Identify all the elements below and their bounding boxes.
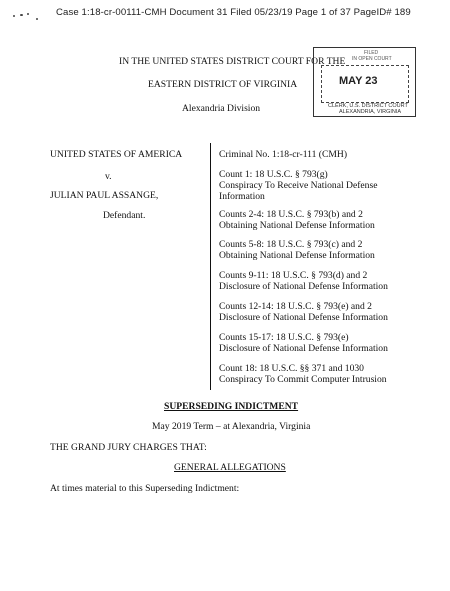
stamp-clerk-line1: CLERK, U.S. DISTRICT COURT	[328, 103, 408, 109]
count-1-desc: Conspiracy To Receive National Defense	[219, 180, 378, 191]
count-5-8-statute: Counts 5-8: 18 U.S.C. § 793(c) and 2	[219, 239, 363, 250]
indictment-term: May 2019 Term – at Alexandria, Virginia	[152, 421, 311, 432]
caption-plaintiff: UNITED STATES OF AMERICA	[50, 149, 183, 160]
count-12-14-desc: Disclosure of National Defense Information	[219, 312, 388, 323]
count-18-desc: Conspiracy To Commit Computer Intrusion	[219, 374, 387, 385]
court-name-line1: IN THE UNITED STATES DISTRICT COURT FOR THE	[119, 56, 346, 67]
opening-paragraph: At times material to this Superseding Indictment:	[50, 483, 240, 494]
case-header-line: Case 1:18-cr-00111-CMH Document 31 Filed 05/23/19 Page 1 of 37 PageID# 189	[56, 7, 411, 18]
criminal-number: Criminal No. 1:18-cr-111 (CMH)	[219, 149, 348, 160]
indictment-title: SUPERSEDING INDICTMENT	[164, 401, 299, 412]
caption-defendant: JULIAN PAUL ASSANGE,	[50, 190, 159, 201]
count-5-8-desc: Obtaining National Defense Information	[219, 250, 375, 261]
count-1-desc-cont: Information	[219, 191, 265, 202]
grand-jury-charges: THE GRAND JURY CHARGES THAT:	[50, 442, 207, 453]
scan-speck	[13, 15, 15, 17]
stamp-open-court-label: IN OPEN COURT	[352, 56, 392, 62]
count-15-17-desc: Disclosure of National Defense Information	[219, 343, 388, 354]
count-1-statute: Count 1: 18 U.S.C. § 793(g)	[219, 169, 328, 180]
section-heading-general-allegations: GENERAL ALLEGATIONS	[174, 462, 286, 473]
caption-defendant-role: Defendant.	[103, 210, 146, 221]
count-9-11-statute: Counts 9-11: 18 U.S.C. § 793(d) and 2	[219, 270, 368, 281]
court-name-line2: EASTERN DISTRICT OF VIRGINIA	[148, 79, 298, 90]
stamp-date: MAY 23	[339, 75, 378, 87]
scan-speck	[27, 13, 29, 15]
stamp-filed-label: FILED	[364, 50, 379, 56]
count-2-4-desc: Obtaining National Defense Information	[219, 220, 375, 231]
count-18-statute: Count 18: 18 U.S.C. §§ 371 and 1030	[219, 363, 364, 374]
scan-speck	[20, 14, 23, 16]
count-12-14-statute: Counts 12-14: 18 U.S.C. § 793(e) and 2	[219, 301, 372, 312]
court-division: Alexandria Division	[182, 103, 261, 114]
count-9-11-desc: Disclosure of National Defense Information	[219, 281, 388, 292]
caption-divider	[210, 143, 211, 390]
stamp-clerk-line2: ALEXANDRIA, VIRGINIA	[339, 109, 402, 115]
count-2-4-statute: Counts 2-4: 18 U.S.C. § 793(b) and 2	[219, 209, 363, 220]
filed-stamp	[313, 47, 416, 117]
count-15-17-statute: Counts 15-17: 18 U.S.C. § 793(e)	[219, 332, 349, 343]
caption-versus: v.	[105, 171, 112, 182]
scan-speck	[36, 18, 38, 20]
